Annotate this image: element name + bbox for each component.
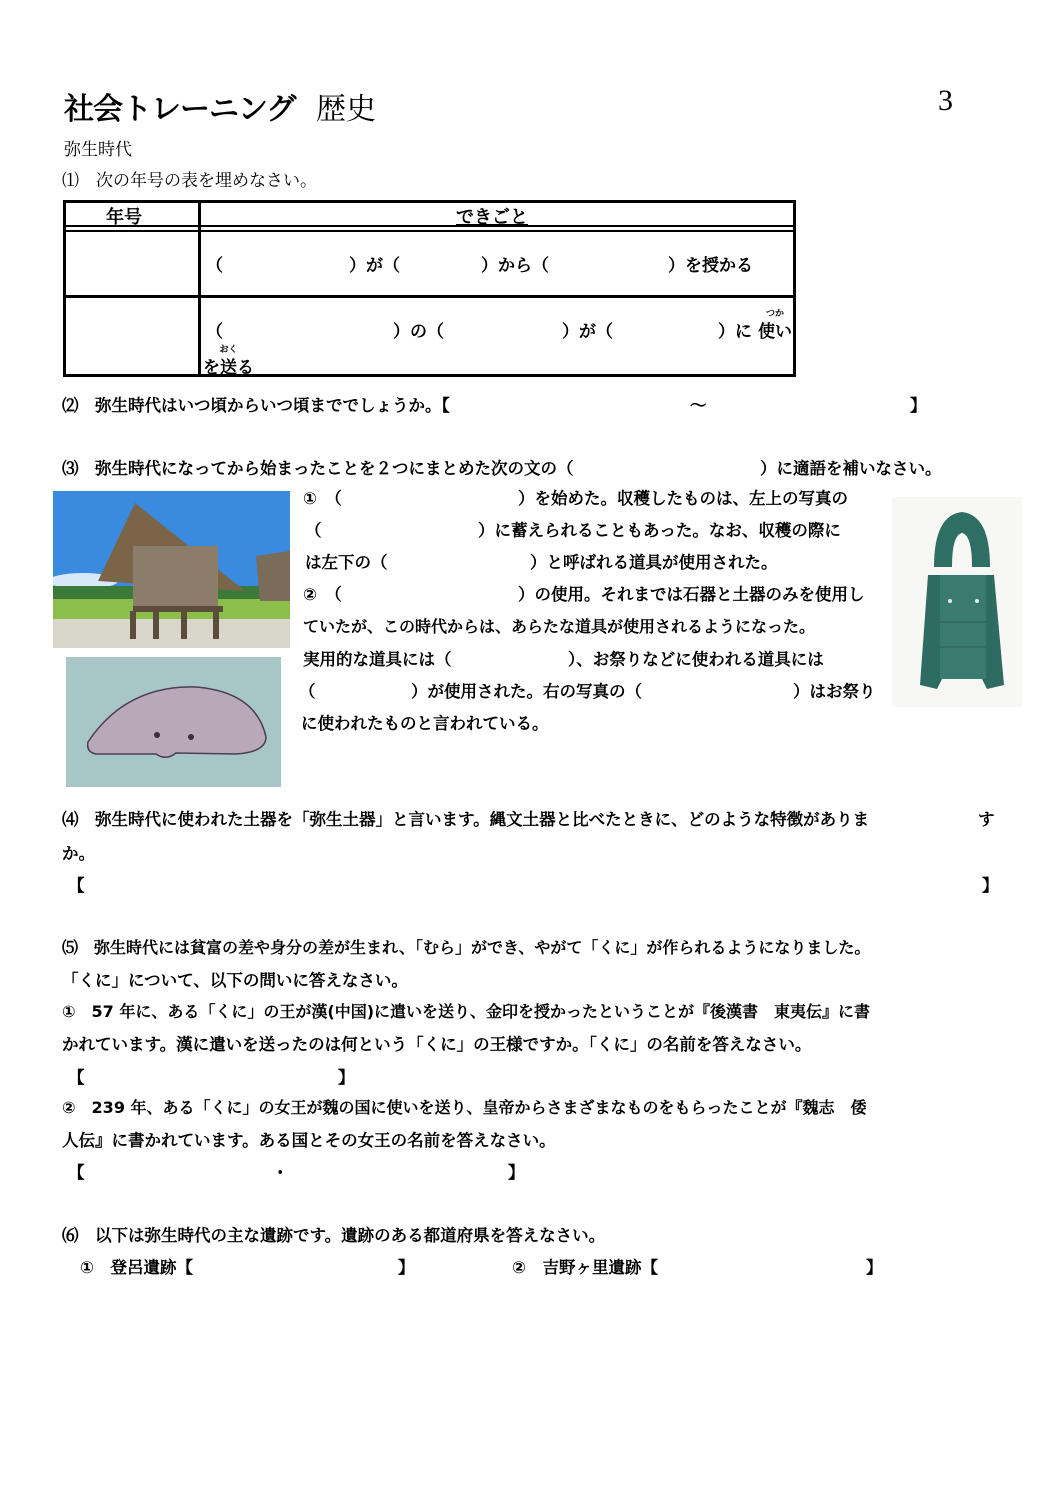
item-1-marker: ① （ xyxy=(303,489,342,508)
event-text: ）の（ xyxy=(393,322,444,342)
q3-line-8: に使われたものと言われている。 xyxy=(301,714,549,733)
open-paren: （ xyxy=(305,521,322,540)
q3-prompt: ⑶ 弥生時代になってから始まったことを２つにまとめた次の文の（ xyxy=(62,459,574,478)
event-text: ）を授かる xyxy=(668,256,753,276)
q4-open-bracket: 【 xyxy=(68,876,85,895)
event-text: を xyxy=(203,358,220,378)
q4-close-bracket: 】 xyxy=(982,876,999,895)
subject-label: 歴史 xyxy=(316,92,376,127)
q5-sub2-separator: ・ xyxy=(272,1163,289,1182)
q5-sub2-close-bracket: 】 xyxy=(508,1163,525,1182)
q5-line-2: 「くに」について、以下の問いに答えなさい。 xyxy=(62,971,408,990)
ruby-reading: つか xyxy=(765,309,785,319)
q5-sub2-open-bracket: 【 xyxy=(68,1163,85,1182)
q5-sub1-open-bracket: 【 xyxy=(68,1068,85,1087)
table-header-year: 年号 xyxy=(106,207,142,228)
event-text: ）に xyxy=(718,322,752,342)
q1-prompt: ⑴ 次の年号の表を埋めなさい。 xyxy=(62,171,317,191)
q5-sub1-answer-field[interactable] xyxy=(90,1060,330,1086)
event-text: ）が（ xyxy=(349,256,400,276)
event-text: る xyxy=(237,358,254,378)
raised-floor-storehouse-photo xyxy=(53,491,290,648)
q6-item-2-label: ② 吉野ヶ里遺跡【 xyxy=(512,1258,658,1277)
q5-line-1: ⑸ 弥生時代には貧富の差や身分の差が生まれ、「むら」ができ、やがて「くに」が作られるようになりました。 xyxy=(62,938,871,957)
q3-text: は左下の（ xyxy=(305,553,388,572)
event-text-line2 xyxy=(203,345,254,378)
q3-line-1 xyxy=(303,485,848,509)
q3-text: 実用的な道具には（ xyxy=(303,650,452,669)
q5-queen-answer-field[interactable] xyxy=(295,1155,500,1181)
q3-line-7 xyxy=(299,678,876,702)
bronze-bell-dotaku-photo xyxy=(892,497,1022,707)
blank-open-paren: （ xyxy=(206,322,223,342)
q5-sub2-line-2: 人伝』に書かれています。ある国とその女王の名前を答えなさい。 xyxy=(62,1131,556,1150)
q5-sub1-line-2: かれています。漢に遣いを送ったのは何という「くに」の王様ですか。「くに」の名前を答えなさい。 xyxy=(62,1035,812,1054)
q2-prompt: ⑵ 弥生時代はいつ頃からいつ頃まででしょうか。【 xyxy=(62,396,450,415)
worksheet-title: 社会トレーニング xyxy=(64,92,296,127)
q6-item-1-label: ① 登呂遺跡【 xyxy=(80,1258,193,1277)
item-2-marker: ② （ xyxy=(303,585,342,604)
event-text: ）が（ xyxy=(562,322,613,342)
q3-text: ）、お祭りなどに使われる道具には xyxy=(568,650,824,669)
q2-tilde: ～ xyxy=(690,396,707,415)
ruby-word xyxy=(758,309,792,342)
q3-text: ）が使用された。右の写真の（ xyxy=(411,682,642,701)
ruby-reading: おく xyxy=(219,345,238,355)
q6-item-1-answer-field[interactable] xyxy=(222,1250,392,1276)
q3-line-2 xyxy=(305,517,841,541)
q4-line-2: か。 xyxy=(62,844,95,863)
q2-close-bracket: 】 xyxy=(910,396,927,415)
q5-country-answer-field[interactable] xyxy=(90,1155,265,1181)
ruby-base: 送 xyxy=(220,358,237,378)
section-title: 弥生時代 xyxy=(64,140,132,160)
q3-line-3 xyxy=(305,549,778,573)
q6-item-2-answer-field[interactable] xyxy=(685,1250,860,1276)
table-header-event: できごと xyxy=(456,207,528,228)
q4-line-1: ⑷ 弥生時代に使われた土器を「弥生土器」と言います。縄文土器と比べたときに、どのような特徴がありま xyxy=(62,810,870,829)
page-number: 3 xyxy=(938,84,953,117)
q3-line-6 xyxy=(303,646,824,670)
q3-line-5: ていたが、この時代からは、あらたな道具が使用されるようになった。 xyxy=(303,617,816,636)
table-cell-year-2[interactable] xyxy=(66,298,196,373)
blank-open-paren: （ xyxy=(206,256,223,276)
q5-sub2-line-1: ② 239 年、ある「くに」の女王が魏の国に使いを送り、皇帝からさまざまなものをもらったことが『魏志 倭 xyxy=(62,1098,867,1117)
q6-item-2-close: 】 xyxy=(866,1258,883,1277)
q6-prompt: ⑹ 以下は弥生時代の主な遺跡です。遺跡のある都道府県を答えなさい。 xyxy=(62,1226,606,1245)
q6-item-1-close: 】 xyxy=(398,1258,415,1277)
q3-text: ）を始めた。収穫したものは、左上の写真の xyxy=(518,489,848,508)
event-text: ）から（ xyxy=(481,256,549,276)
q4-line-1-end: す xyxy=(978,810,995,829)
q3-line-4 xyxy=(303,581,865,605)
q4-answer-field[interactable] xyxy=(90,868,975,894)
table-cell-year-1[interactable] xyxy=(66,231,196,291)
q3-text: ）に蓄えられることもあった。なお、収穫の際に xyxy=(478,521,841,540)
q3-text: ）はお祭り xyxy=(793,682,876,701)
q3-prompt-end: ）に適語を補いなさい。 xyxy=(760,459,942,478)
q5-sub1-line-1: ① 57 年に、ある「くに」の王が漢(中国)に遣いを送り、金印を授かったということが『後漢書 東夷伝』に書 xyxy=(62,1002,871,1021)
q5-sub1-close-bracket: 】 xyxy=(338,1068,355,1087)
q3-text: ）の使用。それまでは石器と土器のみを使用し xyxy=(518,585,865,604)
q3-text: ）と呼ばれる道具が使用された。 xyxy=(530,553,778,572)
stone-reaping-knife-photo xyxy=(66,657,281,787)
year-event-table xyxy=(63,200,796,377)
ruby-base: 使い xyxy=(758,322,792,342)
open-paren: （ xyxy=(299,682,316,701)
